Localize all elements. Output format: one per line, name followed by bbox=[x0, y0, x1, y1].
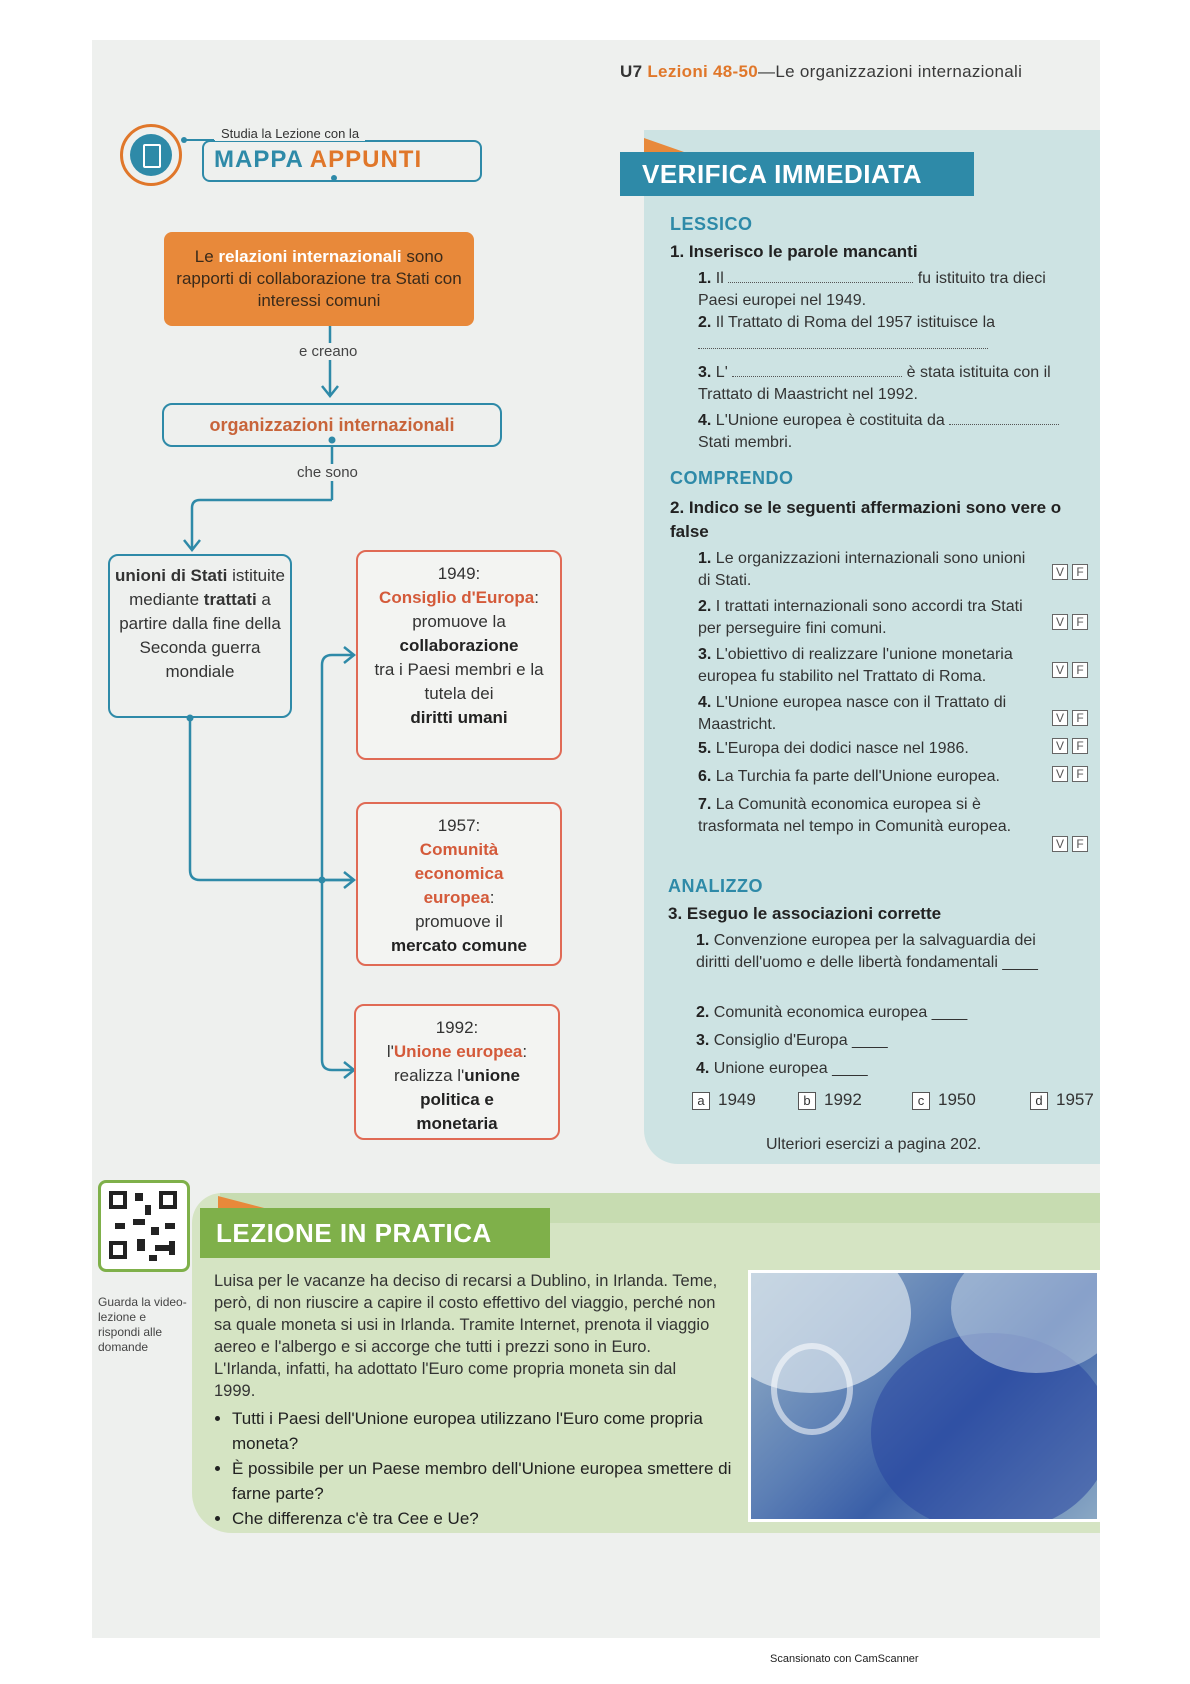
ue-box bbox=[354, 1004, 560, 1140]
box-colon: : bbox=[534, 588, 539, 607]
answer-letter: c bbox=[912, 1092, 930, 1110]
box-pre: l' bbox=[386, 1042, 394, 1061]
map-title-a: MAPPA bbox=[214, 146, 303, 173]
box-bold2: diritti umani bbox=[410, 708, 508, 727]
f-box[interactable]: F bbox=[1072, 710, 1088, 726]
q1-num: 1. bbox=[670, 242, 685, 261]
q2-item-num: 5. bbox=[698, 740, 712, 757]
true-false-boxes[interactable] bbox=[1048, 766, 1088, 782]
q1-item-num: 4. bbox=[698, 412, 712, 429]
answer-option bbox=[692, 1090, 756, 1110]
box-text1: promuove la bbox=[412, 612, 506, 631]
consiglio-europa-box bbox=[356, 550, 562, 760]
q1-item bbox=[698, 362, 1090, 406]
box-text2: tra i Paesi membri e la tutela dei bbox=[374, 660, 544, 703]
union-t1: istituite mediante bbox=[129, 566, 286, 609]
q3-item-num: 4. bbox=[696, 1060, 710, 1077]
verifica-flag bbox=[644, 138, 684, 152]
q3-item-text: Convenzione europea per la salvaguardia dei diritti dell'uomo e delle libertà fondamentali ____ bbox=[696, 932, 1038, 971]
q2-item-num: 6. bbox=[698, 768, 712, 785]
q1-item-num: 1. bbox=[698, 270, 712, 287]
q3-item-text: Unione europea ____ bbox=[713, 1060, 868, 1077]
box-name: Unione europea bbox=[393, 1042, 523, 1061]
true-false-boxes[interactable] bbox=[1048, 662, 1088, 678]
q3-item-text: Consiglio d'Europa ____ bbox=[713, 1032, 888, 1049]
box-text1: promuove il bbox=[415, 912, 503, 931]
q2-item-text: L'obiettivo di realizzare l'unione monetaria europea fu stabilito nel Trattato di Roma. bbox=[698, 646, 1013, 685]
box-year: 1992: bbox=[435, 1018, 479, 1037]
v-box[interactable]: V bbox=[1052, 614, 1068, 630]
union-bold2: trattati bbox=[203, 590, 257, 609]
q3-item-num: 2. bbox=[696, 1004, 710, 1021]
true-false-boxes[interactable] bbox=[1048, 614, 1088, 630]
question-item: • È possibile per un Paese membro dell'Unione europea smettere di farne parte? bbox=[232, 1456, 752, 1506]
q2-item-num: 1. bbox=[698, 550, 712, 567]
link-label-sono: che sono bbox=[294, 464, 361, 481]
q2-item-text: La Comunità economica europea si è trasformata nel tempo in Comunità europea. bbox=[698, 796, 1012, 835]
v-box[interactable]: V bbox=[1052, 738, 1068, 754]
answer-option bbox=[798, 1090, 862, 1110]
box-year: 1949: bbox=[437, 564, 481, 583]
comprendo-heading: COMPRENDO bbox=[670, 468, 794, 488]
true-false-boxes[interactable] bbox=[1048, 564, 1088, 580]
qr-caption: Guarda la video-lezione e rispondi alle domande bbox=[98, 1295, 187, 1354]
answer-letter: b bbox=[798, 1092, 816, 1110]
answer-year: 1992 bbox=[824, 1090, 862, 1109]
true-false-boxes[interactable] bbox=[1048, 710, 1088, 726]
lessons-label: Lezioni 48-50 bbox=[647, 62, 759, 81]
scanner-watermark: Scansionato con CamScanner bbox=[770, 1653, 919, 1665]
box-name: Consiglio d'Europa bbox=[379, 588, 535, 607]
v-box[interactable]: V bbox=[1052, 710, 1068, 726]
q2-item-text: La Turchia fa parte dell'Unione europea. bbox=[715, 768, 1000, 785]
cee-box bbox=[356, 802, 562, 966]
q3-item bbox=[696, 1030, 1056, 1052]
map-title-b: APPUNTI bbox=[309, 146, 423, 173]
answer-year: 1950 bbox=[938, 1090, 976, 1109]
top-box-rest: sono rapporti di collaborazione tra Stati con interessi comuni bbox=[176, 247, 462, 310]
answer-letter: d bbox=[1030, 1092, 1048, 1110]
q3-item bbox=[696, 1002, 1056, 1024]
link-label-creano: e creano bbox=[296, 343, 360, 360]
q2-item bbox=[698, 692, 1038, 736]
answer-letter: a bbox=[692, 1092, 710, 1110]
q1-item bbox=[698, 312, 1090, 356]
q2-num: 2. bbox=[670, 498, 685, 517]
q2-item bbox=[698, 794, 1028, 838]
union-bold1: unioni di Stati bbox=[114, 566, 228, 585]
f-box[interactable]: F bbox=[1072, 614, 1088, 630]
lezione-text: Luisa per le vacanze ha deciso di recarsi a Dublino, in Irlanda. Teme, però, di non riuscire a capire il costo effettivo del viaggio, perché non sa quale moneta si usi in Irlanda. Tramite Internet, prenota il viaggio aereo e l'albergo e si accorge che tutti i prezzi sono in Euro. L'Irlanda, infatti, ha adottato l'Euro come propria moneta sin dal 1999. bbox=[214, 1272, 718, 1400]
q1-item bbox=[698, 268, 1090, 312]
answer-option bbox=[912, 1090, 976, 1110]
q2-title: Indico se le seguenti affermazioni sono vere o false bbox=[670, 498, 1062, 541]
verifica-title: VERIFICA IMMEDIATA bbox=[620, 152, 974, 196]
q1-item-a: Il Trattato di Roma del 1957 istituisce la bbox=[715, 314, 996, 331]
q1-item-b: è stata istituita con il Trattato di Maastricht nel 1992. bbox=[698, 364, 1051, 403]
q3-item-num: 1. bbox=[696, 932, 710, 949]
box-bold: unione politica e monetaria bbox=[416, 1066, 521, 1133]
q1-item-num: 3. bbox=[698, 364, 712, 381]
q1-item-num: 2. bbox=[698, 314, 712, 331]
box-name: Comunità economica europea bbox=[414, 840, 504, 907]
true-false-boxes[interactable] bbox=[1048, 738, 1088, 754]
q2-item-text: Le organizzazioni internazionali sono unioni di Stati. bbox=[698, 550, 1026, 589]
q2-item bbox=[698, 766, 1048, 788]
q3-num: 3. bbox=[668, 904, 683, 923]
q1-item-b: Stati membri. bbox=[698, 434, 793, 451]
q2-item bbox=[698, 644, 1058, 688]
box-bold: mercato comune bbox=[390, 936, 528, 955]
q1-item-a: Il bbox=[715, 270, 724, 287]
q3-item-text: Comunità economica europea ____ bbox=[713, 1004, 968, 1021]
q1-title: Inserisco le parole mancanti bbox=[688, 242, 918, 261]
lezione-pratica-title: LEZIONE IN PRATICA bbox=[200, 1208, 550, 1258]
more-exercises-link[interactable]: Ulteriori esercizi a pagina 202. bbox=[766, 1136, 982, 1153]
q1-item-a: L'Unione europea è costituita da bbox=[715, 412, 945, 429]
answer-year: 1949 bbox=[718, 1090, 756, 1109]
map-small-label: Studia la Lezione con la bbox=[215, 126, 365, 141]
top-box-pre: Le bbox=[194, 247, 219, 266]
relazioni-internazionali-box bbox=[164, 232, 474, 326]
answer-year: 1957 bbox=[1056, 1090, 1094, 1109]
question-item: • Che differenza c'è tra Cee e Ue? bbox=[232, 1506, 752, 1531]
euro-banknote-photo bbox=[748, 1270, 1100, 1522]
box-colon: : bbox=[489, 888, 495, 907]
f-box[interactable]: F bbox=[1072, 662, 1088, 678]
q3-item-num: 3. bbox=[696, 1032, 710, 1049]
unioni-di-stati-box bbox=[108, 554, 292, 718]
qr-code-icon[interactable] bbox=[98, 1180, 190, 1272]
q2-item-num: 4. bbox=[698, 694, 712, 711]
question-list bbox=[214, 1406, 752, 1531]
v-box[interactable]: V bbox=[1052, 766, 1068, 782]
q2-item bbox=[698, 548, 1038, 592]
union-t2: a partire dalla fine della Seconda guerra mondiale bbox=[119, 590, 281, 681]
q2-item-text: L'Europa dei dodici nasce nel 1986. bbox=[715, 740, 969, 757]
question-item: • Tutti i Paesi dell'Unione europea utilizzano l'Euro come propria moneta? bbox=[232, 1406, 752, 1456]
q2-item bbox=[698, 596, 1038, 640]
q1-item bbox=[698, 410, 1090, 454]
box-bold: collaborazione bbox=[399, 636, 519, 655]
lessico-heading: LESSICO bbox=[670, 214, 753, 234]
f-box[interactable]: F bbox=[1072, 738, 1088, 754]
box-text1: realizza l' bbox=[393, 1066, 465, 1085]
v-box[interactable]: V bbox=[1052, 836, 1068, 852]
f-box[interactable]: F bbox=[1072, 564, 1088, 580]
v-box[interactable]: V bbox=[1052, 564, 1068, 580]
v-box[interactable]: V bbox=[1052, 662, 1068, 678]
q2-item-num: 7. bbox=[698, 796, 712, 813]
q3-heading bbox=[668, 904, 941, 924]
organizzazioni-box: organizzazioni internazionali bbox=[162, 403, 502, 447]
q2-item-text: L'Unione europea nasce con il Trattato di Maastricht. bbox=[698, 694, 1007, 733]
q1-heading bbox=[670, 242, 918, 262]
q2-heading bbox=[670, 496, 1080, 544]
q1-item-b: fu istituito tra dieci Paesi europei nel 1949. bbox=[698, 270, 1046, 309]
q2-item-num: 2. bbox=[698, 598, 712, 615]
analizzo-heading: ANALIZZO bbox=[668, 876, 763, 896]
f-box[interactable]: F bbox=[1072, 766, 1088, 782]
box-year: 1957: bbox=[437, 816, 481, 835]
answer-option bbox=[1030, 1090, 1094, 1110]
header-dash: — bbox=[758, 62, 776, 81]
header-title: Le organizzazioni internazionali bbox=[775, 62, 1023, 81]
f-box[interactable]: F bbox=[1072, 836, 1088, 852]
q1-item-a: L' bbox=[715, 364, 728, 381]
q3-item bbox=[696, 930, 1056, 974]
q2-item-num: 3. bbox=[698, 646, 712, 663]
unit-label: U7 bbox=[620, 62, 643, 81]
q2-item bbox=[698, 738, 1038, 760]
true-false-boxes[interactable] bbox=[1048, 836, 1088, 852]
box-colon: : bbox=[522, 1042, 528, 1061]
top-box-bold: relazioni internazionali bbox=[218, 247, 402, 266]
q3-title: Eseguo le associazioni corrette bbox=[686, 904, 942, 923]
q3-item bbox=[696, 1058, 1056, 1080]
q2-item-text: I trattati internazionali sono accordi tra Stati per perseguire fini comuni. bbox=[698, 598, 1023, 637]
